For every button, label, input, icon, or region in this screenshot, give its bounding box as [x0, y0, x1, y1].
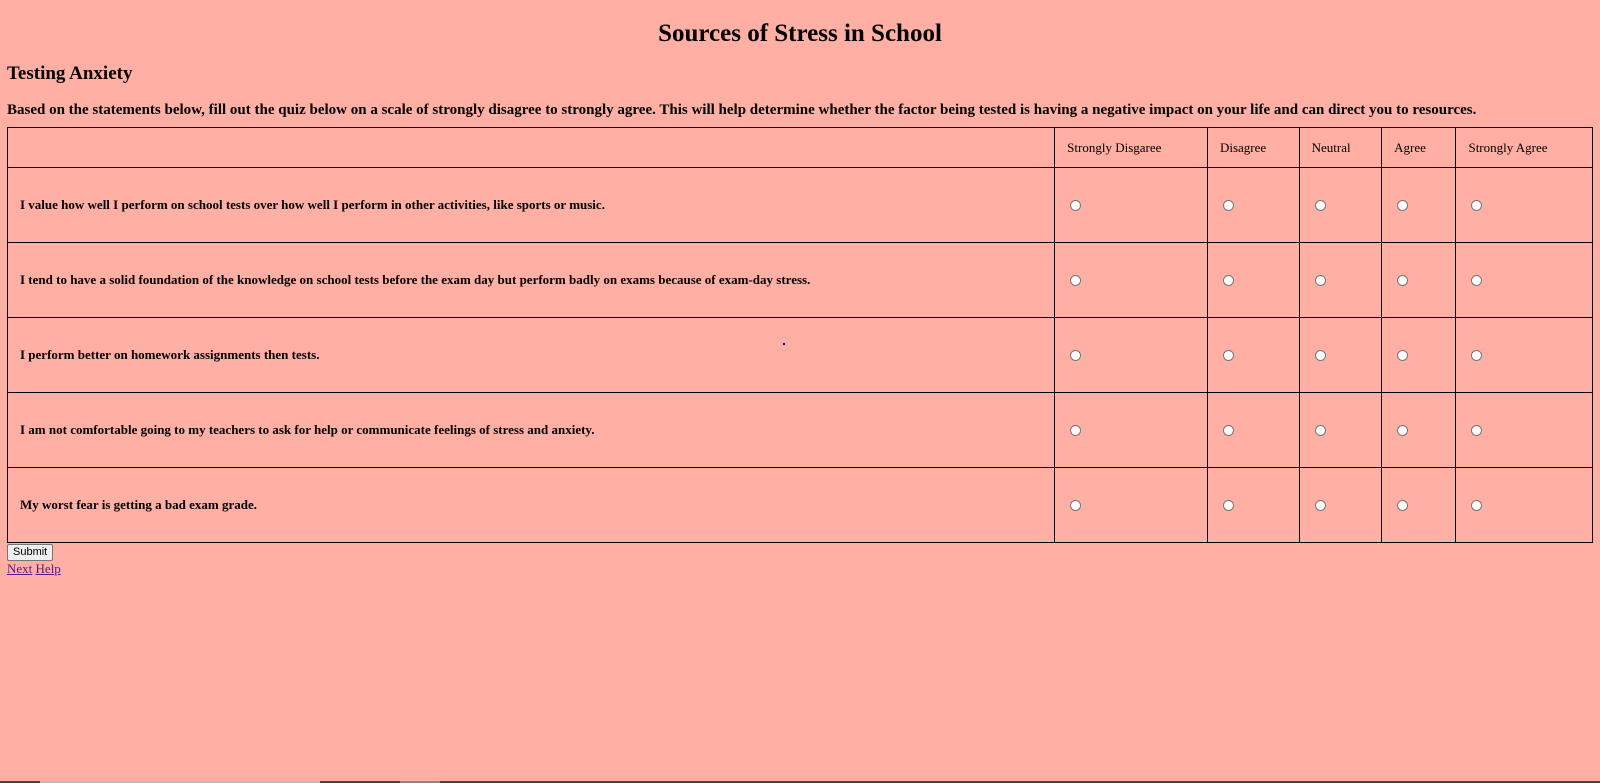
cell — [1055, 468, 1208, 543]
q4-agree-radio[interactable] — [1397, 425, 1408, 436]
q2-strongly-agree-radio[interactable] — [1471, 275, 1482, 286]
q5-strongly-disagree-radio[interactable] — [1070, 500, 1081, 511]
page-title: Sources of Stress in School — [658, 20, 942, 47]
q2-agree-radio[interactable] — [1397, 275, 1408, 286]
cell — [1055, 318, 1208, 393]
q3-disagree-radio[interactable] — [1223, 350, 1234, 361]
table-row — [8, 393, 1593, 468]
q4-strongly-disagree-radio[interactable] — [1070, 425, 1081, 436]
cell — [1207, 243, 1299, 318]
cell — [1207, 468, 1299, 543]
table-row — [8, 468, 1593, 543]
cell — [1456, 468, 1593, 543]
cell — [1207, 318, 1299, 393]
q5-strongly-agree-radio[interactable] — [1471, 500, 1482, 511]
q3-agree-radio[interactable] — [1397, 350, 1408, 361]
next-link[interactable]: Next — [7, 561, 33, 576]
header-strongly-disagree: Strongly Disgaree — [1055, 128, 1208, 168]
header-strongly-agree: Strongly Agree — [1456, 128, 1593, 168]
header-neutral: Neutral — [1299, 128, 1382, 168]
table-row — [8, 168, 1593, 243]
question-3: I perform better on homework assignments then tests. — [8, 318, 1055, 393]
q3-strongly-agree-radio[interactable] — [1471, 350, 1482, 361]
q1-strongly-disagree-radio[interactable] — [1070, 200, 1081, 211]
cell — [1055, 168, 1208, 243]
q5-disagree-radio[interactable] — [1223, 500, 1234, 511]
question-5: My worst fear is getting a bad exam grade. — [8, 468, 1055, 543]
q5-neutral-radio[interactable] — [1315, 500, 1326, 511]
question-1: I value how well I perform on school tests over how well I perform in other activities, like sports or music. — [8, 168, 1055, 243]
cell — [1299, 168, 1382, 243]
table-row — [8, 318, 1593, 393]
q3-neutral-radio[interactable] — [1315, 350, 1326, 361]
q3-strongly-disagree-radio[interactable] — [1070, 350, 1081, 361]
q1-disagree-radio[interactable] — [1223, 200, 1234, 211]
cell — [1382, 168, 1456, 243]
q5-agree-radio[interactable] — [1397, 500, 1408, 511]
section-title: Testing Anxiety — [7, 63, 133, 84]
q1-agree-radio[interactable] — [1397, 200, 1408, 211]
cell — [1456, 243, 1593, 318]
cell — [1299, 318, 1382, 393]
q2-neutral-radio[interactable] — [1315, 275, 1326, 286]
cell — [1382, 393, 1456, 468]
stray-dot — [783, 343, 785, 345]
cell — [1456, 168, 1593, 243]
cell — [1382, 468, 1456, 543]
q2-strongly-disagree-radio[interactable] — [1070, 275, 1081, 286]
nav-links — [7, 561, 1593, 577]
quiz-table — [7, 127, 1593, 543]
table-row — [8, 243, 1593, 318]
cell — [1299, 393, 1382, 468]
cell — [1456, 318, 1593, 393]
question-2: I tend to have a solid foundation of the knowledge on school tests before the exam day but perform badly on exams because of exam-day stress. — [8, 243, 1055, 318]
q4-disagree-radio[interactable] — [1223, 425, 1234, 436]
question-4: I am not comfortable going to my teachers to ask for help or communicate feelings of stress and anxiety. — [8, 393, 1055, 468]
cell — [1207, 393, 1299, 468]
help-link[interactable]: Help — [35, 561, 61, 576]
header-agree: Agree — [1382, 128, 1456, 168]
cell — [1055, 243, 1208, 318]
cell — [1382, 243, 1456, 318]
intro-text: Based on the statements below, fill out the quiz below on a scale of strongly disagree to strongly agree. This will help determine whether the factor being tested is having a negative impact on your life and can direct you to resources. — [7, 102, 1477, 118]
table-header-row — [8, 128, 1593, 168]
q4-strongly-agree-radio[interactable] — [1471, 425, 1482, 436]
cell — [1055, 393, 1208, 468]
q2-disagree-radio[interactable] — [1223, 275, 1234, 286]
cell — [1207, 168, 1299, 243]
q1-neutral-radio[interactable] — [1315, 200, 1326, 211]
submit-button[interactable]: Submit — [7, 544, 53, 561]
cell — [1299, 468, 1382, 543]
q1-strongly-agree-radio[interactable] — [1471, 200, 1482, 211]
q4-neutral-radio[interactable] — [1315, 425, 1326, 436]
cell — [1299, 243, 1382, 318]
cell — [1456, 393, 1593, 468]
header-disagree: Disagree — [1207, 128, 1299, 168]
cell — [1382, 318, 1456, 393]
header-statement — [8, 128, 1055, 168]
